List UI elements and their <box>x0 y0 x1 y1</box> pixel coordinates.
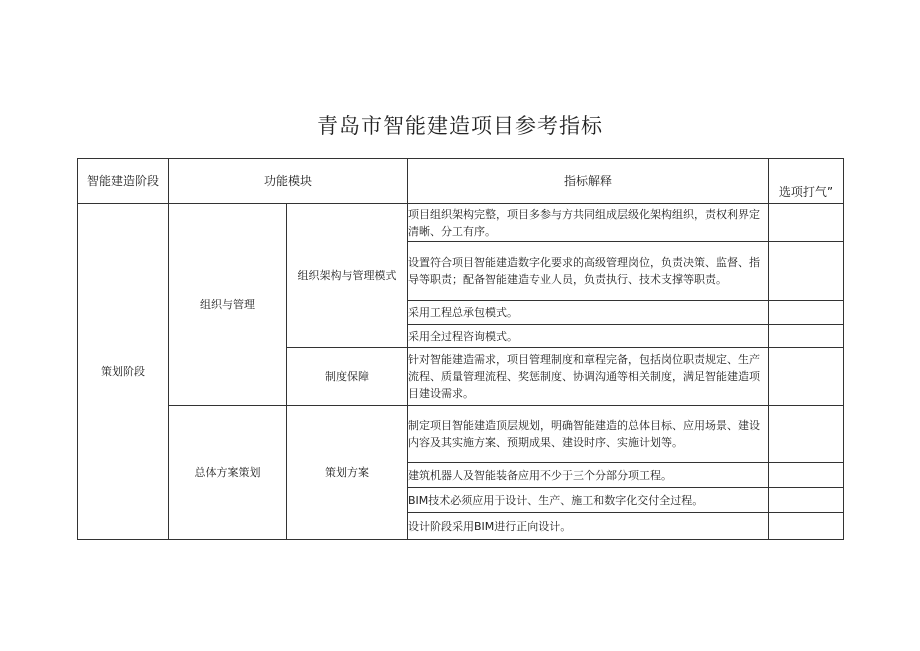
indicator-explanation: 设置符合项目智能建造数字化要求的高级管理岗位，负责决策、监督、指导等职责；配备智能建造专业人员，负责执行、技术支撑等职责。 <box>408 242 769 301</box>
indicator-explanation: 项目组织架构完整，项目多参与方共同组成层级化架构组织，责权利界定清晰、分工有序。 <box>408 204 769 242</box>
header-stage: 智能建造阶段 <box>78 159 169 204</box>
module-cell-overall: 总体方案策划 <box>169 406 287 540</box>
table-row <box>78 204 844 242</box>
table-header-row <box>78 159 844 204</box>
select-checkbox-cell[interactable] <box>769 204 844 242</box>
select-checkbox-cell[interactable] <box>769 348 844 406</box>
select-checkbox-cell[interactable] <box>769 463 844 488</box>
select-checkbox-cell[interactable] <box>769 513 844 540</box>
select-checkbox-cell[interactable] <box>769 406 844 463</box>
table-row <box>78 406 844 463</box>
select-checkbox-cell[interactable] <box>769 488 844 513</box>
header-explanation: 指标解释 <box>408 159 769 204</box>
header-module: 功能模块 <box>169 159 408 204</box>
module-cell-org: 组织与管理 <box>169 204 287 406</box>
submodule-cell-planning: 策划方案 <box>287 406 408 540</box>
indicator-explanation: 建筑机器人及智能装备应用不少于三个分部分项工程。 <box>408 463 769 488</box>
indicator-table <box>77 158 844 540</box>
indicator-explanation: 采用全过程咨询模式。 <box>408 325 769 348</box>
header-select: 选项打气” <box>769 159 844 204</box>
indicator-explanation: BIM技术必须应用于设计、生产、施工和数字化交付全过程。 <box>408 488 769 513</box>
submodule-cell-org-mode: 组织架构与管理模式 <box>287 204 408 348</box>
indicator-explanation: 设计阶段采用BIM进行正向设计。 <box>408 513 769 540</box>
stage-cell: 策划阶段 <box>78 204 169 540</box>
indicator-explanation: 针对智能建造需求，项目管理制度和章程完备，包括岗位职责规定、生产流程、质量管理流程、奖惩制度、协调沟通等相关制度，满足智能建造项目建设需求。 <box>408 348 769 406</box>
document-title: 青岛市智能建造项目参考指标 <box>317 114 603 138</box>
indicator-explanation: 采用工程总承包模式。 <box>408 301 769 325</box>
select-checkbox-cell[interactable] <box>769 301 844 325</box>
select-checkbox-cell[interactable] <box>769 325 844 348</box>
indicator-explanation: 制定项目智能建造顶层规划，明确智能建造的总体目标、应用场景、建设内容及其实施方案、预期成果、建设时序、实施计划等。 <box>408 406 769 463</box>
select-checkbox-cell[interactable] <box>769 242 844 301</box>
submodule-cell-system: 制度保障 <box>287 348 408 406</box>
